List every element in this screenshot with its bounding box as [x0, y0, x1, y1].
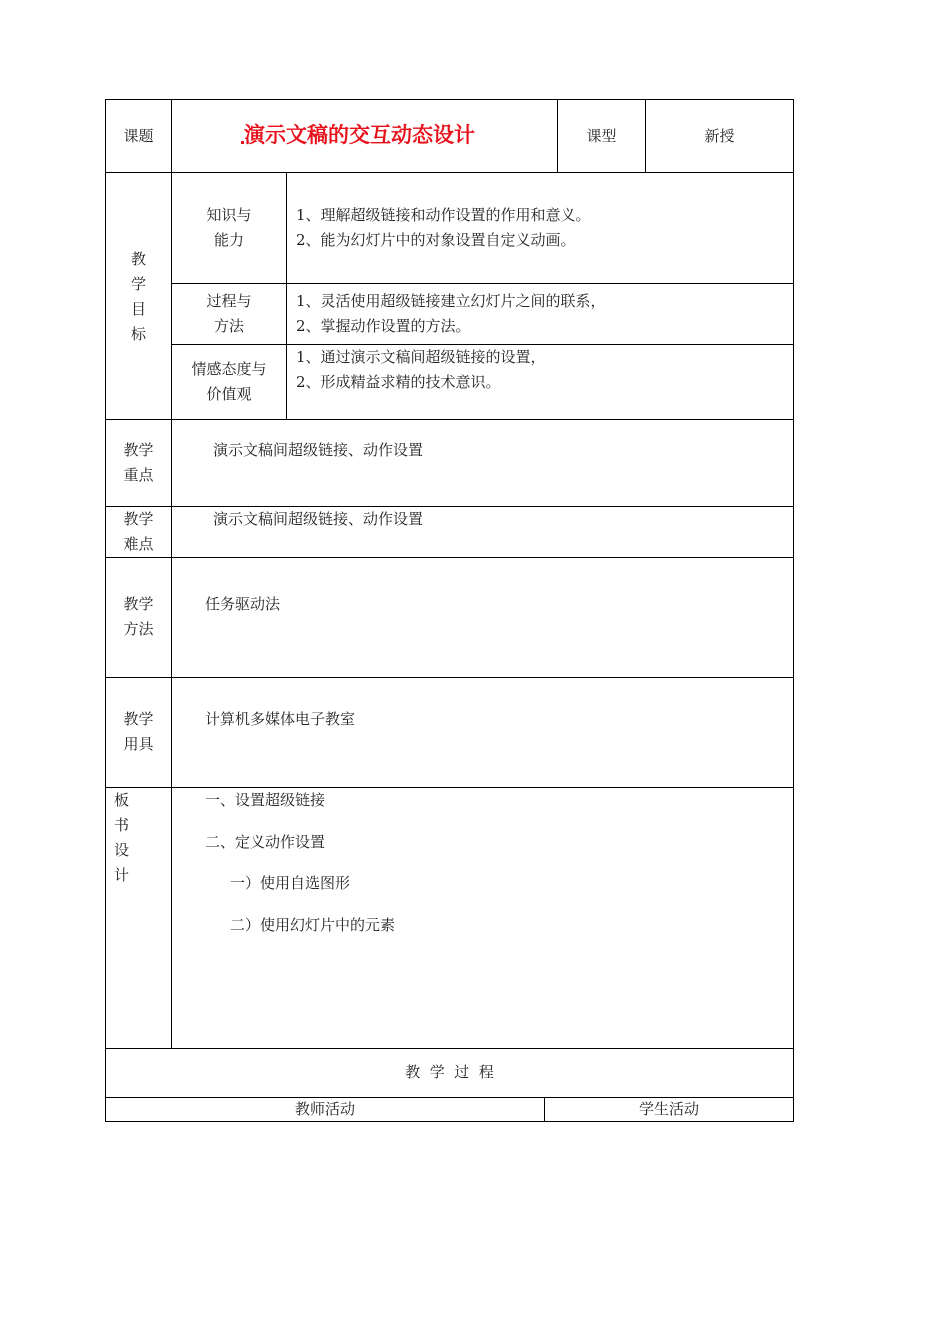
- objective-item: 2、能为幻灯片中的对象设置自定义动画。: [296, 231, 576, 249]
- board-line: 二）使用幻灯片中的元素: [230, 916, 396, 934]
- key-points-value: 演示文稿间超级链接、动作设置: [213, 441, 424, 459]
- row-divider: [171, 283, 794, 284]
- tools-label: 用具: [123, 735, 154, 753]
- board-line: 二、定义动作设置: [205, 833, 326, 851]
- teacher-activity-header: 教师活动: [294, 1100, 355, 1118]
- objective-label-attitude: 价值观: [206, 385, 252, 403]
- topic-label: 课题: [123, 127, 154, 145]
- method-label: 教学: [123, 595, 154, 613]
- objective-label-knowledge: 知识与: [206, 206, 252, 224]
- method-value: 任务驱动法: [205, 595, 281, 613]
- type-value: 新授: [704, 127, 735, 145]
- objective-label-process: 过程与: [206, 292, 252, 310]
- objective-item: 1、理解超级链接和动作设置的作用和意义。: [296, 206, 591, 224]
- method-label: 方法: [123, 620, 154, 638]
- objective-label-knowledge: 能力: [213, 231, 244, 249]
- board-line: 一、设置超级链接: [205, 791, 326, 809]
- row-divider: [105, 557, 794, 558]
- objective-item: 1、灵活使用超级链接建立幻灯片之间的联系，: [296, 292, 606, 310]
- objective-label-process: 方法: [213, 317, 244, 335]
- tools-value: 计算机多媒体电子教室: [205, 710, 356, 728]
- difficulties-label: 难点: [123, 535, 154, 553]
- key-points-label: 重点: [123, 466, 154, 484]
- table-border-top: [105, 99, 794, 100]
- row-divider: [105, 1048, 794, 1049]
- student-activity-header: 学生活动: [638, 1100, 699, 1118]
- row-divider: [105, 506, 794, 507]
- type-label: 课型: [586, 127, 617, 145]
- row-divider: [105, 677, 794, 678]
- difficulties-value: 演示文稿间超级链接、动作设置: [213, 510, 424, 528]
- row-divider: [105, 172, 794, 173]
- objective-item: 2、掌握动作设置的方法。: [296, 317, 471, 335]
- objective-label-attitude: 情感态度与: [191, 360, 267, 378]
- difficulties-label: 教学: [123, 510, 154, 528]
- table-border-right: [793, 99, 794, 1122]
- column-divider: [286, 172, 287, 420]
- process-title: 教 学 过 程: [405, 1063, 494, 1081]
- tools-label: 教学: [123, 710, 154, 728]
- objective-item: 1、通过演示文稿间超级链接的设置，: [296, 348, 546, 366]
- key-points-label: 教学: [123, 441, 154, 459]
- objective-item: 2、形成精益求精的技术意识。: [296, 373, 501, 391]
- board-line: 一）使用自选图形: [230, 874, 351, 892]
- lesson-title: 演示文稿的交互动态设计: [244, 122, 475, 147]
- row-divider: [105, 419, 794, 420]
